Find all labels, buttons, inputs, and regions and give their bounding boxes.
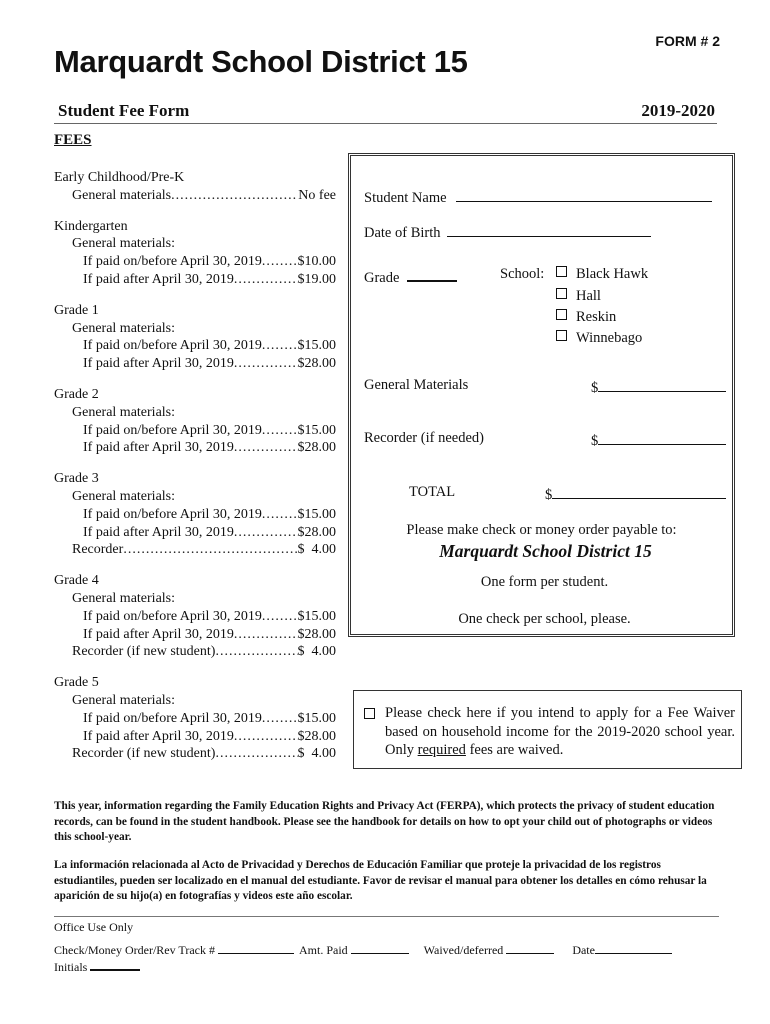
fee-amount: $15.00	[297, 338, 336, 354]
student-name-field[interactable]	[456, 187, 712, 202]
grade-name: Grade 2	[54, 386, 99, 402]
fee-group-early-childhood	[54, 169, 336, 205]
check-number-field[interactable]	[218, 942, 294, 954]
fee-label: If paid after April 30, 2019	[83, 356, 234, 372]
initials-row	[54, 958, 140, 975]
fee-label: If paid after April 30, 2019	[83, 271, 234, 287]
dob-row	[364, 222, 651, 242]
currency-symbol: $	[591, 433, 599, 449]
fee-amount: $19.00	[297, 271, 336, 287]
fee-label: If paid after April 30, 2019	[83, 440, 234, 456]
fee-line	[54, 253, 336, 271]
fee-label: If paid on/before April 30, 2019	[83, 710, 262, 726]
fee-amount: $15.00	[297, 710, 336, 726]
general-materials-label: General materials:	[72, 692, 176, 708]
general-materials-amount	[591, 377, 726, 397]
student-name-label: Student Name	[364, 190, 447, 206]
district-title: Marquardt School District 15	[54, 44, 468, 79]
date-field[interactable]	[595, 942, 672, 954]
general-materials-field[interactable]	[598, 377, 726, 392]
amount-paid-field[interactable]	[351, 942, 409, 954]
grade-field[interactable]	[407, 266, 457, 282]
one-form-note: One form per student.	[480, 574, 609, 590]
fee-amount: No fee	[298, 187, 336, 203]
fee-line	[54, 506, 336, 524]
fee-label: If paid on/before April 30, 2019	[83, 338, 262, 354]
recorder-label: Recorder (if needed)	[364, 430, 484, 446]
general-materials-label: General materials:	[72, 320, 176, 336]
checkbox-icon[interactable]	[556, 288, 567, 299]
school-option-winnebago[interactable]	[556, 330, 642, 347]
fee-label: If paid after April 30, 2019	[83, 524, 234, 540]
form-number: FORM # 2	[655, 33, 720, 49]
currency-symbol: $	[591, 380, 599, 396]
fee-line	[54, 355, 336, 373]
required-word: required	[417, 742, 466, 758]
general-materials-label: General materials:	[72, 488, 176, 504]
grade-label: Grade	[364, 270, 400, 286]
office-use-heading: Office Use Only	[54, 920, 134, 934]
fee-label: If paid on/before April 30, 2019	[83, 254, 262, 270]
general-materials-label: General materials:	[72, 590, 176, 606]
ferpa-notice-english: This year, information regarding the Family Education Rights and Privacy Act (FERPA), which protects the privacy of student education records, can be found in the student handbook. Please see the handbook for details on how to opt your child out of photographs or videos this school-year.	[54, 800, 715, 844]
fee-schedule	[54, 169, 336, 776]
dob-label: Date of Birth	[364, 225, 441, 241]
fee-amount: $15.00	[297, 506, 336, 522]
amount-paid-label: Amt. Paid	[298, 943, 348, 957]
fee-waiver-text	[385, 704, 735, 760]
total-amount	[545, 484, 726, 504]
fees-heading: FEES	[54, 132, 92, 148]
fee-label: If paid on/before April 30, 2019	[83, 422, 262, 438]
fee-group-grade-2	[54, 386, 336, 457]
school-option-label: Reskin	[576, 309, 617, 325]
school-option-reskin[interactable]	[556, 309, 616, 326]
grade-name: Grade 4	[54, 573, 99, 589]
general-materials-label: General materials:	[72, 404, 176, 420]
grade-row	[364, 266, 457, 287]
fee-group-grade-4	[54, 572, 336, 661]
fee-line	[54, 337, 336, 355]
currency-symbol: $	[545, 487, 553, 503]
total-label: TOTAL	[409, 484, 456, 500]
grade-name: Grade 1	[54, 302, 99, 318]
school-option-label: Black Hawk	[576, 266, 649, 282]
fee-line	[54, 710, 336, 728]
school-option-black-hawk[interactable]	[556, 266, 648, 283]
fee-label: General materials	[72, 187, 172, 203]
total-field[interactable]	[552, 484, 726, 499]
recorder-amount	[591, 430, 726, 450]
student-name-row	[364, 187, 712, 207]
grade-name: Grade 5	[54, 675, 99, 691]
check-number-label: Check/Money Order/Rev Track #	[54, 943, 215, 957]
recorder-field[interactable]	[598, 430, 726, 445]
fee-label: If paid on/before April 30, 2019	[83, 506, 262, 522]
fee-waiver-checkbox[interactable]	[364, 708, 375, 719]
fee-line	[54, 422, 336, 440]
initials-field[interactable]	[90, 958, 140, 971]
waiver-text-part: Please check here if you intend to apply for a Fee Waiver based on household income for the 2019-2020 school year. Only	[385, 705, 735, 758]
waived-label: Waived/deferred	[423, 943, 504, 957]
one-check-note: One check per school, please.	[458, 611, 631, 627]
fee-line	[54, 626, 336, 644]
fee-waiver-box	[353, 690, 742, 769]
fee-amount: $15.00	[297, 608, 336, 624]
fee-label: Recorder (if new student)	[72, 746, 216, 762]
fee-amount: $28.00	[297, 626, 336, 642]
fee-amount: $ 4.00	[297, 542, 336, 558]
fee-label: Recorder (if new student)	[72, 644, 216, 660]
waived-field[interactable]	[506, 942, 554, 954]
school-label: School:	[500, 266, 545, 282]
office-use-fields	[54, 942, 672, 958]
grade-name: Early Childhood/Pre-K	[54, 170, 185, 185]
fee-amount: $ 4.00	[297, 746, 336, 762]
fee-amount: $28.00	[297, 524, 336, 540]
fee-label: If paid on/before April 30, 2019	[83, 608, 262, 624]
fee-group-grade-3	[54, 470, 336, 559]
grade-name: Grade 3	[54, 471, 99, 487]
school-year: 2019-2020	[641, 101, 715, 120]
fee-label: Recorder	[72, 542, 124, 558]
general-materials-label: General Materials	[364, 377, 469, 393]
fee-label: If paid after April 30, 2019	[83, 626, 234, 642]
fee-amount: $10.00	[297, 254, 336, 270]
fee-line	[54, 608, 336, 626]
fee-line	[54, 271, 336, 289]
fee-line	[54, 745, 336, 763]
fee-label: If paid after April 30, 2019	[83, 728, 234, 744]
school-option-label: Hall	[576, 288, 601, 304]
fee-line	[54, 728, 336, 746]
general-materials-label: General materials:	[72, 236, 176, 252]
fee-line	[54, 643, 336, 661]
grade-name: Kindergarten	[54, 218, 128, 234]
dob-field[interactable]	[447, 222, 651, 237]
fee-group-kindergarten	[54, 218, 336, 289]
form-title: Student Fee Form	[58, 101, 190, 120]
fee-line	[54, 187, 336, 205]
fee-amount: $28.00	[297, 356, 336, 372]
payee-name: Marquardt School District 15	[439, 541, 652, 561]
fee-amount: $ 4.00	[297, 644, 336, 660]
fee-group-grade-5	[54, 674, 336, 763]
date-label: Date	[572, 943, 595, 957]
checkbox-icon[interactable]	[556, 330, 567, 341]
fee-amount: $28.00	[297, 728, 336, 744]
fee-line	[54, 439, 336, 457]
waiver-text-part: fees are waived.	[465, 742, 564, 758]
fee-line	[54, 524, 336, 542]
header-divider	[54, 123, 717, 124]
ferpa-notice-spanish: La información relacionada al Acto de Privacidad y Derechos de Educación Familiar que proteje la privacidad de los registros estudiantiles, pueden ser localizado en el manual del estudiante. Favor de revisar el manual para obtener los detalles en cómo rehusar la aparición de su hijo(a) en fotografías y videos este año escolar.	[54, 859, 707, 903]
student-info-box	[348, 153, 735, 637]
office-divider	[54, 916, 719, 917]
initials-label: Initials	[54, 960, 88, 974]
fee-amount: $28.00	[297, 440, 336, 456]
fee-amount: $15.00	[297, 422, 336, 438]
school-option-label: Winnebago	[576, 330, 643, 346]
fee-line	[54, 541, 336, 559]
fee-group-grade-1	[54, 302, 336, 373]
checkbox-icon[interactable]	[556, 309, 567, 320]
school-option-hall[interactable]	[556, 288, 601, 305]
payable-text: Please make check or money order payable to:	[406, 522, 677, 538]
checkbox-icon[interactable]	[556, 266, 567, 277]
